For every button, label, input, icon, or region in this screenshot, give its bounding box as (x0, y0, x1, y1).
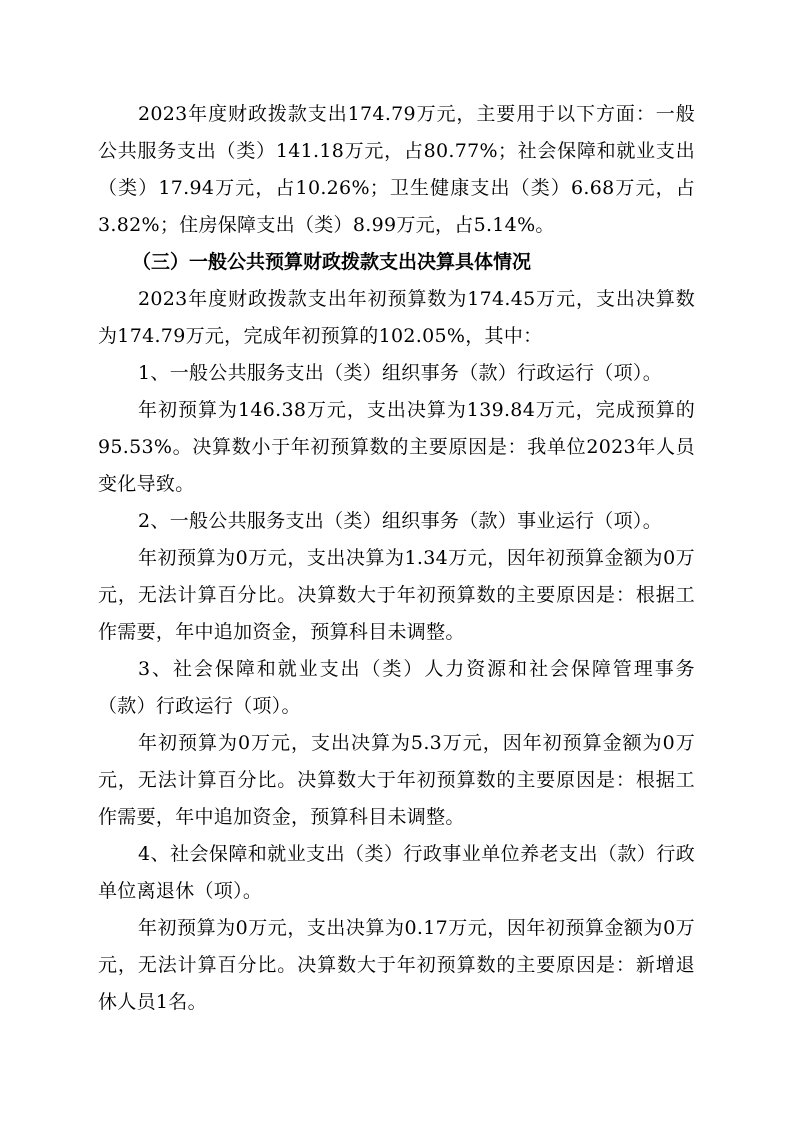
item-heading-3: 3、社会保障和就业支出（类）人力资源和社会保障管理事务（款）行政运行（项）。 (98, 658, 695, 717)
paragraph-budget-overview: 2023年度财政拨款支出年初预算数为174.45万元，支出决算数为174.79万元，完成年初预算的102.05%，其中： (98, 288, 695, 347)
item-heading-2: 2、一般公共服务支出（类）组织事务（款）事业运行（项）。 (138, 510, 662, 532)
item-detail-1: 年初预算为146.38万元，支出决算为139.84万元，完成预算的95.53%。决算数小于年初预算数的主要原因是：我单位2023年人员变化导致。 (98, 399, 695, 495)
item-heading-1: 1、一般公共服务支出（类）组织事务（款）行政运行（项）。 (138, 362, 662, 384)
item-detail-4: 年初预算为0万元，支出决算为0.17万元，因年初预算金额为0万元，无法计算百分比。决算数大于年初预算数的主要原因是：新增退休人员1名。 (98, 917, 695, 1013)
item-detail-2: 年初预算为0万元，支出决算为1.34万元，因年初预算金额为0万元，无法计算百分比。决算数大于年初预算数的主要原因是：根据工作需要，年中追加资金，预算科目未调整。 (98, 547, 695, 643)
paragraph-expenditure-summary: 2023年度财政拨款支出174.79万元，主要用于以下方面：一般公共服务支出（类）141.18万元，占80.77%；社会保障和就业支出（类）17.94万元，占10.26%；卫生健康支出（类）6.68万元，占3.82%；住房保障支出（类）8.99万元，占5.14%。 (98, 103, 695, 236)
item-detail-3: 年初预算为0万元，支出决算为5.3万元，因年初预算金额为0万元，无法计算百分比。决算数大于年初预算数的主要原因是：根据工作需要，年中追加资金，预算科目未调整。 (98, 732, 695, 828)
section-heading-3: （三）一般公共预算财政拨款支出决算具体情况 (132, 251, 532, 273)
item-heading-4: 4、社会保障和就业支出（类）行政事业单位养老支出（款）行政单位离退休（项）。 (98, 843, 695, 902)
